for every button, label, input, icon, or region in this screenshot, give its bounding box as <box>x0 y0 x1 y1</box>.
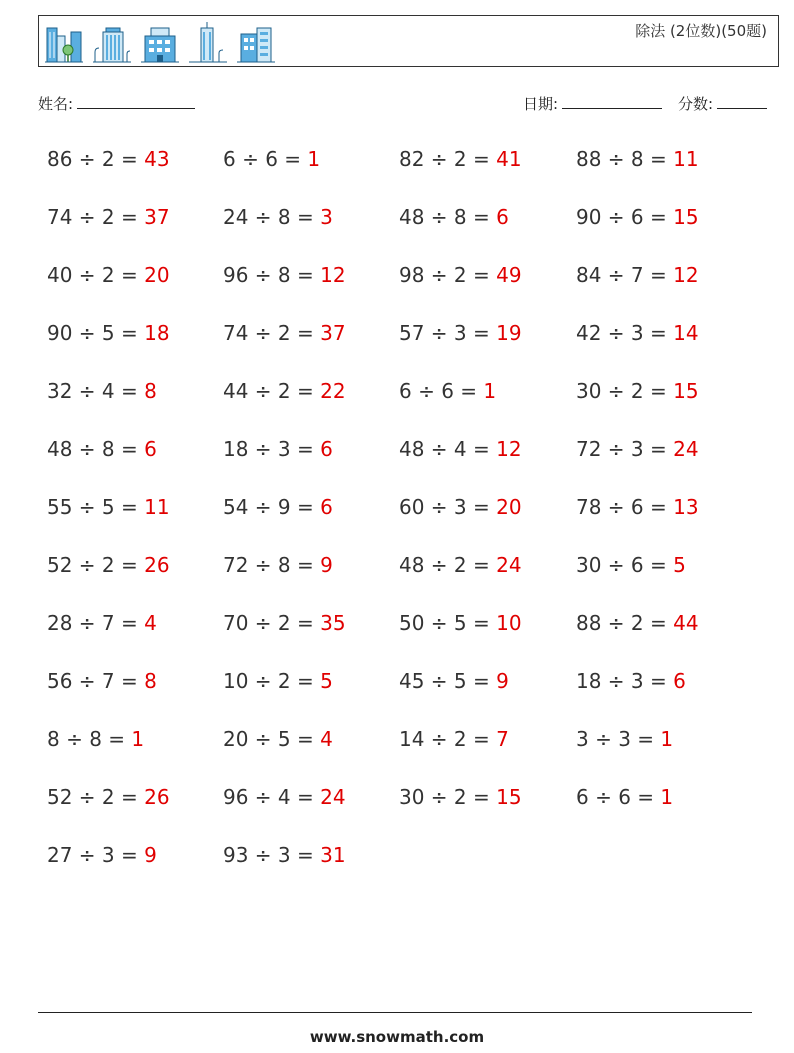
problem-answer: 4 <box>320 727 333 751</box>
problem-question: 55 ÷ 5 = <box>47 495 138 519</box>
problem-question: 74 ÷ 2 = <box>47 205 138 229</box>
problem-answer: 6 <box>496 205 509 229</box>
problem-item <box>223 321 346 345</box>
problem-answer: 9 <box>144 843 157 867</box>
problem-answer: 15 <box>496 785 522 809</box>
problem-item <box>223 727 333 751</box>
problem-item <box>576 437 699 461</box>
problem-answer: 43 <box>144 147 170 171</box>
problem-item <box>576 785 673 809</box>
problem-question: 32 ÷ 4 = <box>47 379 138 403</box>
problem-answer: 24 <box>673 437 699 461</box>
problem-question: 40 ÷ 2 = <box>47 263 138 287</box>
score-label: 分数: <box>678 95 714 113</box>
problem-answer: 4 <box>144 611 157 635</box>
problem-question: 90 ÷ 5 = <box>47 321 138 345</box>
problem-question: 96 ÷ 8 = <box>223 263 314 287</box>
problem-answer: 5 <box>673 553 686 577</box>
problem-item <box>399 611 522 635</box>
problem-question: 56 ÷ 7 = <box>47 669 138 693</box>
problem-question: 98 ÷ 2 = <box>399 263 490 287</box>
problem-answer: 37 <box>144 205 170 229</box>
problem-item <box>576 727 673 751</box>
problem-item <box>576 611 699 635</box>
problem-answer: 9 <box>496 669 509 693</box>
problem-answer: 6 <box>144 437 157 461</box>
apartment-building-icon <box>237 22 275 64</box>
problem-item <box>576 147 699 171</box>
skyscraper-streetlamp-icon <box>189 22 227 64</box>
problem-item <box>223 553 333 577</box>
problem-question: 10 ÷ 2 = <box>223 669 314 693</box>
problem-answer: 24 <box>496 553 522 577</box>
problem-question: 78 ÷ 6 = <box>576 495 667 519</box>
problem-question: 90 ÷ 6 = <box>576 205 667 229</box>
problem-answer: 35 <box>320 611 346 635</box>
name-label: 姓名: <box>38 95 74 113</box>
problem-answer: 20 <box>144 263 170 287</box>
problem-answer: 1 <box>660 727 674 751</box>
problem-answer: 1 <box>131 727 145 751</box>
problem-item <box>576 263 699 287</box>
problem-item <box>47 379 157 403</box>
problem-question: 14 ÷ 2 = <box>399 727 490 751</box>
problem-item <box>223 205 333 229</box>
problem-question: 24 ÷ 8 = <box>223 205 314 229</box>
problem-answer: 26 <box>144 785 170 809</box>
problem-question: 60 ÷ 3 = <box>399 495 490 519</box>
problem-question: 18 ÷ 3 = <box>576 669 667 693</box>
problem-item <box>47 553 170 577</box>
problem-question: 52 ÷ 2 = <box>47 553 138 577</box>
problem-item <box>223 785 346 809</box>
score-field[interactable] <box>678 93 767 114</box>
problem-answer: 12 <box>673 263 699 287</box>
problem-question: 96 ÷ 4 = <box>223 785 314 809</box>
problem-item <box>223 495 333 519</box>
problem-question: 27 ÷ 3 = <box>47 843 138 867</box>
problem-item <box>399 785 522 809</box>
problem-answer: 37 <box>320 321 346 345</box>
problem-item <box>47 843 157 867</box>
problem-question: 30 ÷ 2 = <box>399 785 490 809</box>
problem-item <box>576 495 699 519</box>
problem-answer: 31 <box>320 843 346 867</box>
problem-answer: 26 <box>144 553 170 577</box>
problem-question: 50 ÷ 5 = <box>399 611 490 635</box>
problem-answer: 8 <box>144 379 157 403</box>
problem-question: 42 ÷ 3 = <box>576 321 667 345</box>
problem-answer: 9 <box>320 553 333 577</box>
problem-question: 86 ÷ 2 = <box>47 147 138 171</box>
problem-question: 48 ÷ 8 = <box>47 437 138 461</box>
problem-item <box>223 669 333 693</box>
problem-question: 74 ÷ 2 = <box>223 321 314 345</box>
problem-item <box>47 437 157 461</box>
problem-item <box>399 727 509 751</box>
problem-item <box>576 669 686 693</box>
header-box <box>38 15 779 67</box>
problem-question: 70 ÷ 2 = <box>223 611 314 635</box>
problem-answer: 1 <box>307 147 321 171</box>
score-blank[interactable] <box>717 94 767 109</box>
problem-answer: 18 <box>144 321 170 345</box>
problem-item <box>399 669 509 693</box>
name-blank[interactable] <box>77 94 195 109</box>
problem-answer: 7 <box>496 727 509 751</box>
problem-question: 28 ÷ 7 = <box>47 611 138 635</box>
problem-question: 30 ÷ 6 = <box>576 553 667 577</box>
problem-question: 6 ÷ 6 = <box>399 379 478 403</box>
problem-question: 88 ÷ 8 = <box>576 147 667 171</box>
problem-item <box>47 263 170 287</box>
office-building-icon <box>141 22 179 64</box>
problem-item <box>399 321 522 345</box>
problem-item <box>223 263 346 287</box>
problem-answer: 14 <box>673 321 699 345</box>
problem-question: 72 ÷ 3 = <box>576 437 667 461</box>
problem-question: 88 ÷ 2 = <box>576 611 667 635</box>
problem-answer: 10 <box>496 611 522 635</box>
problem-question: 48 ÷ 4 = <box>399 437 490 461</box>
problem-answer: 15 <box>673 379 699 403</box>
problem-item <box>223 437 333 461</box>
problem-question: 84 ÷ 7 = <box>576 263 667 287</box>
problem-answer: 5 <box>320 669 333 693</box>
footer-url: www.snowmath.com <box>309 1028 485 1046</box>
problem-question: 48 ÷ 2 = <box>399 553 490 577</box>
header-icons <box>45 22 275 64</box>
problem-answer: 11 <box>144 495 170 519</box>
buildings-tree-icon <box>45 22 83 64</box>
problem-answer: 24 <box>320 785 346 809</box>
problem-item <box>576 379 699 403</box>
problem-item <box>576 553 686 577</box>
problem-item <box>47 727 144 751</box>
problem-answer: 6 <box>320 437 333 461</box>
problem-item <box>223 147 320 171</box>
problem-question: 72 ÷ 8 = <box>223 553 314 577</box>
problem-item <box>576 321 699 345</box>
problem-item <box>399 495 522 519</box>
problem-item <box>223 611 346 635</box>
problem-question: 82 ÷ 2 = <box>399 147 490 171</box>
problem-question: 3 ÷ 3 = <box>576 727 655 751</box>
problem-question: 48 ÷ 8 = <box>399 205 490 229</box>
problem-answer: 12 <box>320 263 346 287</box>
problem-item <box>47 321 170 345</box>
problem-item <box>399 205 509 229</box>
problem-answer: 3 <box>320 205 333 229</box>
problem-answer: 1 <box>660 785 674 809</box>
name-field[interactable] <box>38 93 195 114</box>
problem-question: 57 ÷ 3 = <box>399 321 490 345</box>
problem-question: 20 ÷ 5 = <box>223 727 314 751</box>
problem-answer: 1 <box>483 379 497 403</box>
problem-item <box>223 843 346 867</box>
date-field[interactable] <box>523 93 662 114</box>
problem-question: 93 ÷ 3 = <box>223 843 314 867</box>
tower-streetlamp-icon <box>93 22 131 64</box>
problem-answer: 15 <box>673 205 699 229</box>
problem-item <box>399 147 522 171</box>
problem-answer: 11 <box>673 147 699 171</box>
problem-question: 6 ÷ 6 = <box>223 147 302 171</box>
worksheet-title: 除法 (2位数)(50题) <box>635 22 767 40</box>
problem-question: 54 ÷ 9 = <box>223 495 314 519</box>
problem-item <box>399 263 522 287</box>
problem-item <box>576 205 699 229</box>
problem-answer: 12 <box>496 437 522 461</box>
date-label: 日期: <box>523 95 559 113</box>
problem-question: 45 ÷ 5 = <box>399 669 490 693</box>
problem-item <box>223 379 346 403</box>
problem-answer: 19 <box>496 321 522 345</box>
date-blank[interactable] <box>562 94 662 109</box>
problem-question: 44 ÷ 2 = <box>223 379 314 403</box>
problem-item <box>47 147 170 171</box>
problem-item <box>47 611 157 635</box>
problem-answer: 22 <box>320 379 346 403</box>
problem-item <box>47 205 170 229</box>
problem-item <box>47 495 170 519</box>
problem-question: 30 ÷ 2 = <box>576 379 667 403</box>
problem-question: 6 ÷ 6 = <box>576 785 655 809</box>
problem-answer: 6 <box>673 669 686 693</box>
problem-item <box>47 669 157 693</box>
problem-answer: 6 <box>320 495 333 519</box>
problem-answer: 13 <box>673 495 699 519</box>
problem-answer: 44 <box>673 611 699 635</box>
problem-answer: 8 <box>144 669 157 693</box>
problem-question: 18 ÷ 3 = <box>223 437 314 461</box>
problem-item <box>399 553 522 577</box>
problem-item <box>47 785 170 809</box>
problem-question: 52 ÷ 2 = <box>47 785 138 809</box>
problem-answer: 41 <box>496 147 522 171</box>
problem-item <box>399 437 522 461</box>
problem-answer: 20 <box>496 495 522 519</box>
footer-divider <box>38 1012 752 1013</box>
problem-question: 8 ÷ 8 = <box>47 727 126 751</box>
problem-answer: 49 <box>496 263 522 287</box>
problem-item <box>399 379 496 403</box>
